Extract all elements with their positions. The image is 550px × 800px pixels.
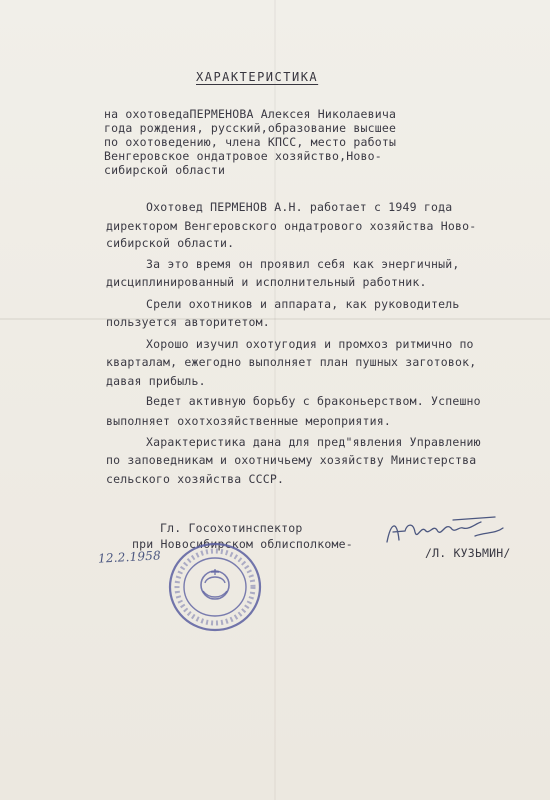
body-line: Срели охотников и аппарата, как руководитель (146, 297, 460, 311)
handwritten-date: 12.2.1958 (97, 548, 162, 566)
signature (383, 514, 508, 554)
body-line: За это время он проявил себя как энергичный, (146, 257, 460, 271)
official-stamp (167, 541, 263, 633)
body-line: Хорошо изучил охотугодия и промхоз ритмично по (146, 337, 474, 351)
subject-line: года рождения, русский,образование высшее (104, 121, 397, 135)
body-line: выполняет охотхозяйственные мероприятия. (106, 414, 391, 428)
body-line: дисциплинированный и исполнительный работник. (106, 275, 427, 289)
subject-line: на охотоведаПЕРМЕНОВА Алексея Николаевича (104, 107, 397, 121)
document-title: ХАРАКТЕРИСТИКА (196, 70, 319, 84)
subject-line: сибирской области (104, 163, 226, 177)
body-line: пользуется авторитетом. (106, 315, 270, 329)
body-line: Ведет активную борьбу с браконьерством. Успешно (146, 394, 481, 408)
signatory-position: при Новосибирском облисполкоме- (132, 537, 353, 551)
body-line: сельского хозяйства СССР. (106, 472, 285, 486)
subject-line: по охотоведению, члена КПСС, место работы (104, 135, 397, 149)
signatory-name: /Л. КУЗЬМИН/ (425, 546, 511, 560)
signatory-position: Гл. Госохотинспектор (160, 521, 303, 535)
body-line: сибирской области. (106, 236, 235, 250)
body-line: Охотовед ПЕРМЕНОВ А.Н. работает с 1949 года (146, 200, 453, 214)
body-line: Характеристика дана для пред"явления Управлению (146, 435, 481, 449)
subject-line: Венгеровское ондатровое хозяйство,Ново- (104, 149, 382, 163)
body-line: директором Венгеровского ондатрового хозяйства Ново- (106, 219, 477, 233)
body-line: давая прибыль. (106, 374, 206, 388)
body-line: кварталам, ежегодно выполняет план пушных заготовок, (106, 355, 477, 369)
body-line: по заповедникам и охотничьему хозяйству Министерства (106, 453, 477, 467)
